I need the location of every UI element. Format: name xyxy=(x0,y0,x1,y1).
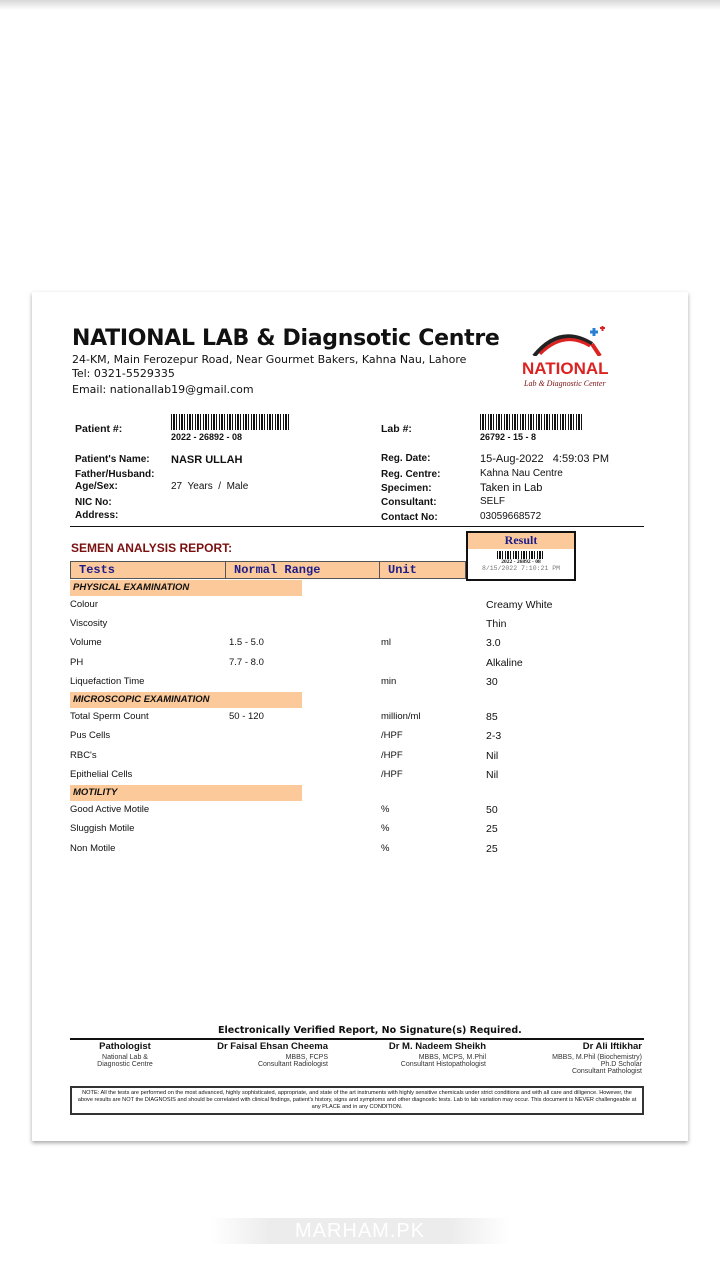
signer-detail: MBBS, FCPS xyxy=(285,1054,328,1061)
unit: % xyxy=(381,823,390,834)
signer-name: Dr Ali Iftikhar xyxy=(582,1041,642,1052)
result-value: Thin xyxy=(486,618,507,630)
section-header: PHYSICAL EXAMINATION xyxy=(70,580,302,596)
signer-detail: National Lab & xyxy=(102,1054,148,1061)
age-sex-label: Age/Sex: xyxy=(75,481,118,492)
reg-date-label: Reg. Date: xyxy=(381,453,431,464)
divider xyxy=(70,526,644,527)
result-time: 8/15/2022 7:10:21 PM xyxy=(481,565,560,572)
reg-centre-label: Reg. Centre: xyxy=(381,469,441,480)
signer-name: Pathologist xyxy=(99,1041,151,1052)
specimen: Taken in Lab xyxy=(480,482,543,494)
contact-no: 03059668572 xyxy=(480,511,542,522)
result-value: 30 xyxy=(486,676,498,688)
specimen-label: Specimen: xyxy=(381,483,432,494)
result-value: 25 xyxy=(486,843,498,855)
divider xyxy=(70,1038,644,1040)
test-name: Total Sperm Count xyxy=(70,711,149,722)
test-row xyxy=(32,599,688,615)
unit: min xyxy=(381,676,397,687)
test-row xyxy=(32,618,688,634)
top-bar xyxy=(0,0,720,10)
result-value: 85 xyxy=(486,711,498,723)
normal-range: 7.7 - 8.0 xyxy=(229,657,264,668)
father-label: Father/Husband: xyxy=(75,469,155,480)
lab-no: 26792 - 15 - 8 xyxy=(480,432,537,442)
test-row xyxy=(32,711,688,727)
unit: % xyxy=(381,804,390,815)
lab-no-label: Lab #: xyxy=(381,423,412,435)
logo-text: NATIONAL xyxy=(522,359,609,378)
patient-no: 2022 - 26892 - 08 xyxy=(171,432,243,442)
unit: ml xyxy=(381,637,392,648)
col-normal-range: Normal Range xyxy=(225,561,380,579)
signer-block xyxy=(182,1041,328,1068)
unit: /HPF xyxy=(381,769,403,780)
test-name: Viscosity xyxy=(70,618,108,629)
result-value: 25 xyxy=(486,823,498,835)
test-row xyxy=(32,657,688,673)
lab-report-document xyxy=(32,292,688,1141)
patient-barcode xyxy=(171,414,291,430)
nic-label: NIC No: xyxy=(75,497,112,508)
disclaimer-note: NOTE: All the tests are performed on the most advanced, highly sophisticated, appropriate, and state of the art instruments with highly sensitive chemicals under strict conditions and with all care and diligence. However, the above results are NOT the DIAGNOSIS and should be correlated with clinical findings, patient's history, signs and symptoms and other diagnostic tests. Lab to lab variation may occur. This document is NEVER challengeable at any PLACE and in any CONDITION. xyxy=(70,1086,644,1115)
test-name: PH xyxy=(70,657,84,668)
lab-address: 24-KM, Main Ferozepur Road, Near Gourmet Bakers, Kahna Nau, Lahore xyxy=(72,353,467,366)
result-header: Result xyxy=(468,533,574,549)
signer-detail: Consultant Histopathologist xyxy=(400,1061,486,1068)
test-row xyxy=(32,750,688,766)
lab-name: NATIONAL LAB & Diagnsotic Centre xyxy=(72,326,500,351)
result-value: Nil xyxy=(486,769,499,781)
test-row xyxy=(32,676,688,692)
lab-barcode xyxy=(480,414,584,430)
result-code: 2022 - 26892 - 08 xyxy=(501,559,541,565)
unit: million/ml xyxy=(381,711,421,722)
test-name: Colour xyxy=(70,599,98,610)
signer-detail: Consultant Radiologist xyxy=(257,1061,328,1068)
signer-block xyxy=(362,1041,486,1068)
test-name: Sluggish Motile xyxy=(70,823,135,834)
section-header: MICROSCOPIC EXAMINATION xyxy=(70,692,302,708)
test-name: Non Motile xyxy=(70,843,116,854)
test-name: Epithelial Cells xyxy=(70,769,133,780)
result-barcode xyxy=(497,551,545,559)
unit: /HPF xyxy=(381,750,403,761)
signer-detail: Consultant Pathologist xyxy=(571,1068,642,1075)
signer-block xyxy=(492,1041,642,1075)
report-title: SEMEN ANALYSIS REPORT: xyxy=(71,541,233,555)
col-tests: Tests xyxy=(70,561,226,579)
signer-block xyxy=(70,1041,180,1068)
signer-detail: MBBS, M.Phil (Biochemistry) xyxy=(552,1054,642,1061)
verified-text: Electronically Verified Report, No Signature(s) Required. xyxy=(218,1025,522,1036)
test-name: Good Active Motile xyxy=(70,804,150,815)
result-value: Alkaline xyxy=(486,657,523,669)
signer-detail: Ph.D Scholar xyxy=(600,1061,642,1068)
test-row xyxy=(32,843,688,859)
reg-date: 15-Aug-2022 4:59:03 PM xyxy=(480,453,610,465)
test-row xyxy=(32,823,688,839)
section-header: MOTILITY xyxy=(70,785,302,801)
lab-email: Email: nationallab19@gmail.com xyxy=(72,383,254,396)
signer-name: Dr M. Nadeem Sheikh xyxy=(388,1041,486,1052)
logo-arc-icon xyxy=(520,326,630,356)
result-value: 3.0 xyxy=(486,637,501,649)
patient-name-label: Patient's Name: xyxy=(75,454,150,465)
test-row xyxy=(32,730,688,746)
logo-subtitle: Lab & Diagnostic Center xyxy=(524,379,606,388)
patient-name: NASR ULLAH xyxy=(171,454,243,466)
result-value: Nil xyxy=(486,750,499,762)
unit: % xyxy=(381,843,390,854)
test-name: RBC's xyxy=(70,750,97,761)
reg-centre: Kahna Nau Centre xyxy=(480,468,563,479)
result-value: 50 xyxy=(486,804,498,816)
test-name: Liquefaction Time xyxy=(70,676,145,687)
test-name: Pus Cells xyxy=(70,730,111,741)
consultant-label: Consultant: xyxy=(381,497,437,508)
contact-label: Contact No: xyxy=(381,512,438,523)
normal-range: 50 - 120 xyxy=(229,711,264,722)
patient-no-label: Patient #: xyxy=(75,423,123,435)
consultant: SELF xyxy=(480,496,506,507)
signer-detail: MBBS, MCPS, M.Phil xyxy=(418,1054,486,1061)
age-sex: 27 Years / Male xyxy=(171,481,249,492)
result-box xyxy=(466,531,576,581)
result-value: 2-3 xyxy=(486,730,502,742)
lab-tel: Tel: 0321-5529335 xyxy=(72,367,175,380)
national-logo xyxy=(520,326,630,386)
address-label: Address: xyxy=(75,510,119,521)
test-row xyxy=(32,637,688,653)
signer-detail: Diagnostic Centre xyxy=(97,1061,153,1068)
test-row xyxy=(32,804,688,820)
normal-range: 1.5 - 5.0 xyxy=(229,637,264,648)
watermark: MARHAM.PK xyxy=(210,1218,510,1244)
result-value: Creamy White xyxy=(486,599,553,611)
test-row xyxy=(32,769,688,785)
signer-name: Dr Faisal Ehsan Cheema xyxy=(217,1041,328,1052)
test-name: Volume xyxy=(70,637,102,648)
col-unit: Unit xyxy=(379,561,466,579)
unit: /HPF xyxy=(381,730,403,741)
